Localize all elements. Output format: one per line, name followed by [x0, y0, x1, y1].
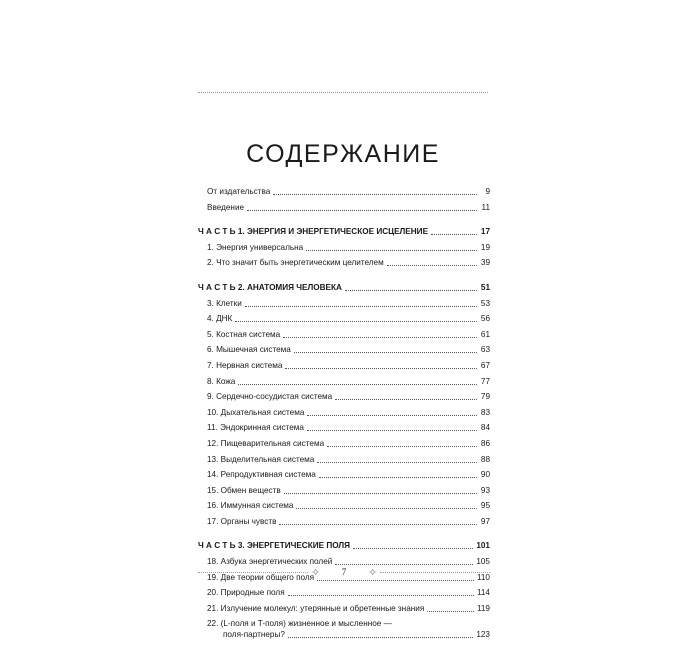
toc-entry: [198, 587, 490, 598]
toc-entry-page: 39: [480, 258, 490, 268]
dot-leader: [353, 548, 473, 549]
toc-entry-page: 110: [476, 572, 490, 582]
toc-entry: [198, 516, 490, 527]
toc-entry: [198, 360, 490, 371]
toc-entry-page: 88: [480, 454, 490, 464]
toc-entry-label: 11. Эндокринная система: [207, 423, 304, 433]
page-number: 7: [341, 567, 347, 577]
toc-entry-page: 83: [480, 407, 490, 417]
toc-entry-label: 15. Обмен веществ: [207, 485, 281, 495]
toc-entry-label: 13. Выделительная система: [207, 454, 315, 464]
toc-entry-label: 21. Излучение молекул: утерянные и обретенные знания: [207, 603, 425, 613]
dot-leader: [319, 477, 477, 478]
top-dotted-rule: [198, 92, 488, 93]
toc-entry-page: 77: [480, 376, 490, 386]
dot-leader: [238, 384, 477, 385]
dot-leader: [427, 611, 474, 612]
dot-leader: [307, 415, 477, 416]
ornament-icon: ✧: [368, 566, 378, 579]
dot-leader: [327, 446, 477, 447]
toc-entry-label: 6. Мышечная система: [207, 345, 291, 355]
dot-leader: [283, 337, 477, 338]
dot-leader: [294, 352, 477, 353]
toc-entry-page: 79: [480, 392, 490, 402]
toc-entry-label: 8. Кожа: [207, 376, 236, 386]
dot-leader: [288, 637, 473, 638]
dot-leader: [288, 595, 474, 596]
toc-entry: [198, 500, 490, 511]
dot-leader: [285, 368, 477, 369]
dot-leader: [317, 580, 474, 581]
toc-entry-label: От издательства: [207, 187, 271, 196]
footer-dotted-rule-right: [380, 572, 490, 573]
toc-entry-page: 53: [480, 298, 490, 308]
toc-entry: [198, 298, 490, 309]
dot-leader: [307, 430, 477, 431]
ornament-icon: ✧: [311, 566, 321, 579]
toc-part-3-heading: [198, 540, 490, 551]
dot-leader: [335, 399, 477, 400]
toc-entry: [198, 454, 490, 465]
dot-leader: [296, 508, 477, 509]
toc-entry: [198, 469, 490, 480]
toc-entry-label: 3. Клетки: [207, 298, 242, 308]
toc-entry-page: 86: [480, 438, 490, 448]
toc-entry-page: 105: [476, 557, 490, 567]
toc-entry-page: 93: [480, 485, 490, 495]
toc-part-page: 17: [480, 227, 490, 237]
toc-part-label: Ч А С Т Ь 3. ЭНЕРГЕТИЧЕСКИЕ ПОЛЯ: [198, 541, 351, 551]
toc-entry-label: 4. ДНК: [207, 314, 233, 324]
page-footer: [198, 567, 490, 579]
toc-entry-page: 114: [476, 588, 490, 598]
toc-entry-page: 90: [480, 470, 490, 480]
toc-entry-label: 17. Органы чувств: [207, 516, 277, 526]
toc-entry-label: 20. Природные поля: [207, 588, 285, 598]
toc-entry: [198, 329, 490, 340]
dot-leader: [235, 321, 477, 322]
toc-entry-label-continued: поля-партнеры?: [223, 630, 285, 640]
toc-entry-label: 2. Что значит быть энергетическим целителем: [207, 258, 384, 268]
toc-entry-label: 7. Нервная система: [207, 360, 283, 370]
page-title: СОДЕРЖАНИЕ: [246, 140, 440, 168]
toc-entry: [198, 485, 490, 496]
toc-entry-page: 61: [480, 329, 490, 339]
toc-entry-label: Введение: [207, 202, 245, 212]
toc-entry: [198, 376, 490, 387]
toc-entry: [198, 242, 490, 253]
toc-part-label: Ч А С Т Ь 2. АНАТОМИЯ ЧЕЛОВЕКА: [198, 282, 342, 292]
toc-entry-first-line: [198, 618, 490, 629]
toc-entry: [198, 344, 490, 355]
toc-part-label: Ч А С Т Ь 1. ЭНЕРГИЯ И ЭНЕРГЕТИЧЕСКОЕ ИСЦЕЛЕНИЕ: [198, 227, 429, 237]
toc-entry-label: 1. Энергия универсальна: [207, 242, 304, 252]
toc-entry: [198, 438, 490, 449]
toc-part-page: 101: [476, 541, 490, 551]
toc-entry-publisher: [198, 186, 490, 197]
dot-leader: [317, 462, 477, 463]
dot-leader: [273, 194, 477, 195]
toc-entry-page: 95: [480, 501, 490, 511]
toc-entry: [198, 407, 490, 418]
dot-leader: [247, 210, 477, 211]
toc-part-1-heading: [198, 226, 490, 237]
toc-entry-page: 19: [480, 242, 490, 252]
dot-leader: [245, 306, 477, 307]
toc-part-2-heading: [198, 282, 490, 293]
toc-entry-page: 84: [480, 423, 490, 433]
toc-entry: [198, 556, 490, 567]
toc-entry-page: 63: [480, 345, 490, 355]
toc-entry: [198, 257, 490, 268]
dot-leader: [306, 250, 477, 251]
toc-entry: [198, 313, 490, 324]
dot-leader: [431, 234, 477, 235]
toc-entry-label: 9. Сердечно-сосудистая система: [207, 392, 333, 402]
toc-entry-label: 16. Иммунная система: [207, 501, 294, 511]
toc-entry-label: 19. Две теории общего поля: [207, 572, 315, 582]
toc-entry-label: 14. Репродуктивная система: [207, 470, 316, 480]
dot-leader: [284, 493, 477, 494]
toc-entry-page: 119: [476, 603, 490, 613]
toc-entry-page: 67: [480, 360, 490, 370]
dot-leader: [387, 265, 477, 266]
toc-entry-label: 12. Пищеварительная система: [207, 438, 325, 448]
toc-entry-label: 18. Азбука энергетических полей: [207, 557, 333, 567]
toc-entry-page: 123: [476, 630, 490, 640]
toc-entry-label: 22. (L-поля и T-поля) жизненное и мысленное —: [207, 619, 392, 629]
toc-entry: [198, 422, 490, 433]
dot-leader: [345, 290, 477, 291]
toc-entry-intro: [198, 202, 490, 213]
toc-entry-label: 5. Костная система: [207, 329, 281, 339]
toc-part-page: 51: [480, 282, 490, 292]
toc-entry: [198, 391, 490, 402]
footer-dotted-rule-left: [198, 572, 308, 573]
toc-entry-continuation: [198, 629, 490, 640]
toc-entry-page: 97: [480, 516, 490, 526]
dot-leader: [335, 564, 473, 565]
toc-entry-page: 56: [480, 314, 490, 324]
toc-entry: [198, 603, 490, 614]
toc-entry-label: 10. Дыхательная система: [207, 407, 305, 417]
toc-entry-page: 9: [485, 187, 490, 196]
dot-leader: [279, 524, 477, 525]
toc-entry-page: 11: [481, 202, 490, 212]
